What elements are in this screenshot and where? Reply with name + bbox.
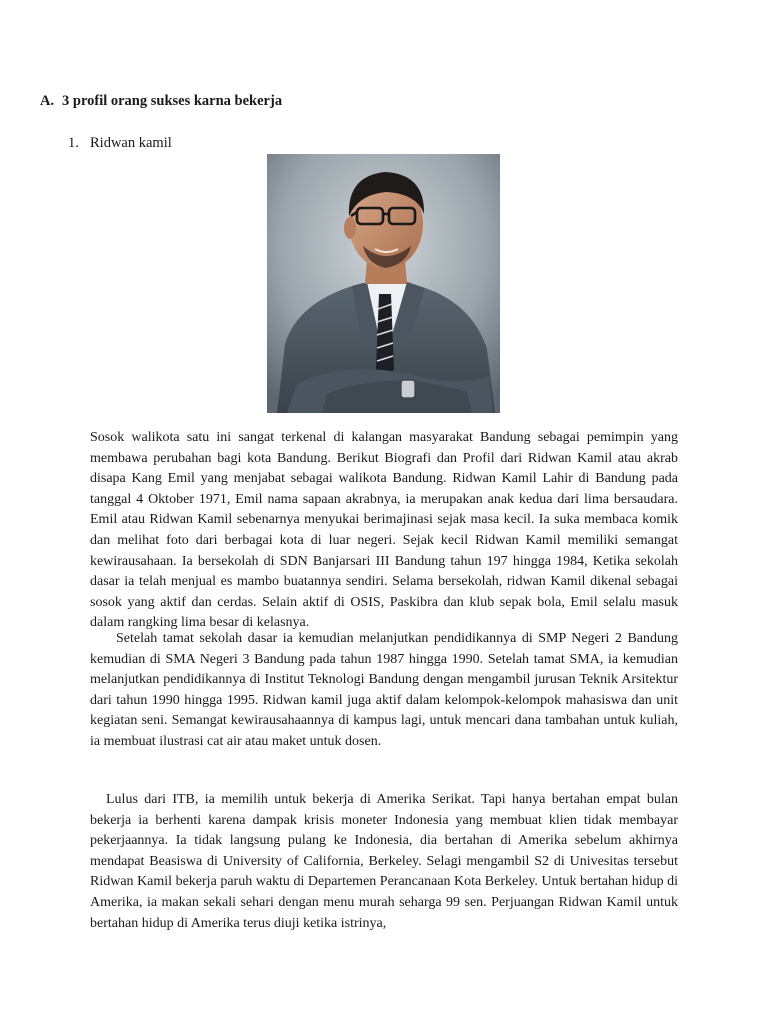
section-heading [40, 93, 282, 110]
portrait-photo-icon [267, 154, 500, 413]
paragraph-1: Sosok walikota satu ini sangat terkenal di kalangan masyarakat Bandung sebagai pemimpin yang membawa perubahan bagi kota Bandung. Berikut Biografi dan Profil dari Ridwan Kamil atau akrab disapa Kang Emil yang menjabat sebagai walikota Bandung. Ridwan Kamil Lahir di Bandung pada tanggal 4 Oktober 1971, Emil nama sapaan akrabnya, ia merupakan anak kedua dari lima bersaudara. Emil atau Ridwan Kamil sebenarnya menyukai berimajinasi sejak masa kecil. Ia suka membaca komik dan melihat foto dari berbagai kota di luar negeri. Sejak kecil Ridwan Kamil memiliki semangat kewirausahaan. Ia bersekolah di SDN Banjarsari III Bandung tahun 197 hingga 1984, Ketika sekolah dasar ia telah menjual es mambo buatannya sendiri. Selama bersekolah, ridwan Kamil dikenal sebagai sosok yang aktif dan cerdas. Selain aktif di OSIS, Paskibra dan klub sepak bola, Emil selalu masuk dalam rangking lima besar di kelasnya. [90, 430, 678, 631]
paragraph-3: Lulus dari ITB, ia memilih untuk bekerja di Amerika Serikat. Tapi hanya bertahan empat bulan bekerja ia berhenti karena dampak krisis moneter Indonesia yang membuat klien tidak membayar pekerjaannya. Ia tidak langsung pulang ke Indonesia, dia bertahan di Amerika sebelum akhirnya mendapat Beasiswa di University of California, Berkeley. Selagi mengambil S2 di Univesitas tersebut Ridwan Kamil bekerja paruh waktu di Departemen Perancanaan Kota Berkeley. Untuk bertahan hidup di Amerika, ia makan sekali sehari dengan menu murah seharga 99 sen. Perjuangan Ridwan Kamil untuk bertahan hidup di Amerika terus diuji ketika istrinya, [90, 792, 678, 931]
section-title: 3 profil orang sukses karna bekerja [62, 93, 283, 109]
profile-list-item [68, 135, 172, 152]
section-letter: A. [40, 93, 55, 109]
paragraph-2: Setelah tamat sekolah dasar ia kemudian melanjutkan pendidikannya di SMP Negeri 2 Bandung kemudian di SMA Negeri 3 Bandung pada tahun 1987 hingga 1990. Setelah tamat SMA, ia kemudian melanjutkan pendidikannya di Institut Teknologi Bandung dengan mengambil jurusan Teknik Arsitektur dari tahun 1990 hingga 1995. Ridwan kamil juga aktif dalam kelompok-kelompok mahasiswa dan unit kegiatan seni. Semangat kewirausahaannya di kampus lagi, untuk mencari dana tambahan untuk kuliah, ia membuat ilustrasi cat air atau maket untuk dosen. [90, 631, 678, 749]
list-number: 1. [68, 135, 79, 151]
portrait-photo [267, 154, 500, 413]
profile-name: Ridwan kamil [90, 135, 172, 151]
